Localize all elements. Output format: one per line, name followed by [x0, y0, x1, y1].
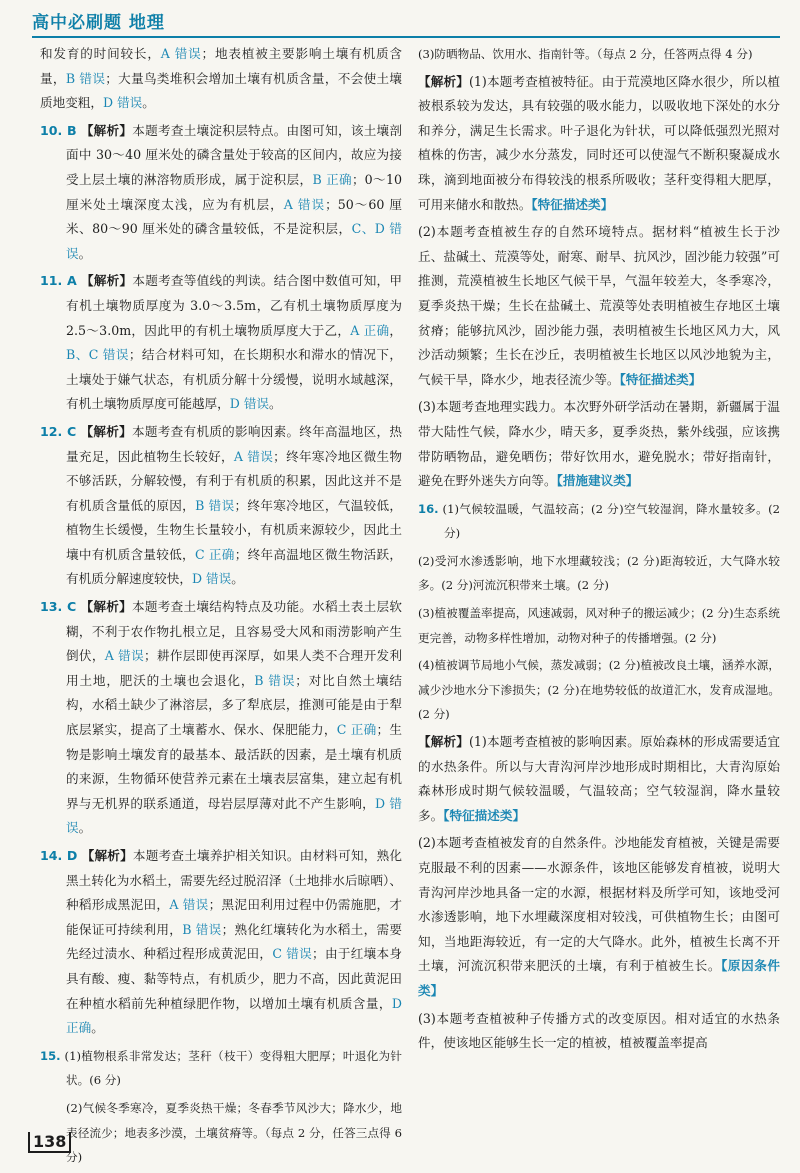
book-title: 高中必刷题 地理 — [32, 12, 165, 33]
page-number: 138 — [28, 1132, 71, 1153]
question-number: 11. A — [40, 273, 77, 289]
question-16-analysis-2: (2)本题考查植被发育的自然条件。沙地能发育植被，关键是需要克服最不利的因素——水源条件，该地区能够发育植被，说明大青沟河岸沙地具备一定的水源，根据材料及所学可知，该地受河水渗透影响，地下水埋藏深度相对较浅，可供植物生长；由图可知，当地距海较近，有一定的大气降水。此外，植被生长离不开土壤，河流沉积带来肥沃的土壤，有利于植被生长。【原因条件类】 — [418, 835, 781, 998]
right-column — [418, 42, 780, 1059]
category-tag: 【特征描述类】 — [619, 371, 702, 387]
question-15-answer-3: (3)防晒物品、饮用水、指南针等。（每点 2 分，任答两点得 4 分) — [418, 47, 753, 61]
category-tag: 【特征描述类】 — [531, 196, 614, 212]
question-15-analysis-3: (3)本题考查地理实践力。本次野外研学活动在暑期，新疆属于温带大陆性气候，降水少，晴天多，夏季炎热，紫外线强，应该携带防晒物品，避免晒伤；带好饮用水，避免脱水；带好指南针，避免在野外迷失方向等。【措施建议类】 — [418, 399, 780, 489]
left-column — [40, 42, 402, 1173]
question-13-answer: 13. C 【解析】本题考查土壤结构特点及功能。水稻土表土层软糊，不利于农作物扎根立足，且容易受大风和雨涝影响产生倒伏，A 错误；耕作层即使再深厚，如果人类不合理开发利用土地，肥沃的土壤也会退化，B 错误；对比自然土壤结构，水稻土缺少了淋溶层，多了犁底层，推测可能是由于犁底层紧实，提高了土壤蓄水、保水、保肥能力，C 正确；生物是影响土壤发育的最基本、最活跃的因素，是土壤有机质的来源，生物循环使营养元素在土壤表层富集，建立起有机界与无机界的联系通道，母岩层厚薄对此不产生影响，D 错误。 — [40, 599, 403, 836]
intro-paragraph: 和发育的时间较长，A 错误；地表植被主要影响土壤有机质含量，B 错误；大量鸟类堆积会增加土壤有机质含量，不会使土壤质地变粗，D 错误。 — [40, 46, 403, 111]
question-number: 14. D — [40, 848, 78, 863]
question-16-answer-3: (3)植被覆盖率提高，风速减弱，风对种子的搬运减少；(2 分)生态系统更完善，动物多样性增加，动物对种子的传播增强。(2 分) — [418, 606, 780, 645]
header-divider — [32, 36, 780, 38]
question-12-answer: 12. C 【解析】本题考查有机质的影响因素。终年高温地区，热量充足，因此植物生长较好，A 错误；终年寒冷地区微生物不够活跃，分解较慢，有利于有机质的积累，因此这并不是有机质含量低的原因，B 错误；终年寒冷地区，气温较低，植物生长缓慢，生物生长量较小，有机质来源较少，因此土壤中有机质含量较低，C 正确；终年高温地区微生物活跃，有机质分解速度较快，D 错误。 — [40, 423, 403, 587]
question-16-answer-4: (4)植被调节局地小气候，蒸发减弱；(2 分)植被改良土壤，涵养水源，减少沙地水分下渗损失；(2 分)在地势较低的故道汇水，发育成湿地。(2 分) — [418, 658, 780, 722]
question-15-analysis-2: (2)本题考查植被生存的自然环境特点。据材料“植被生长于沙丘、盐碱土、荒漠等处，耐寒、耐旱、抗风沙，固沙能力较强”可推测，荒漠植被生长地区气候干旱，气温年较差大，冬季寒冷，夏季炎热干燥；生长在盐碱土、荒漠等处表明植被生存地区土壤贫瘠；能够抗风沙，固沙能力强，表明植被生长地区风力大，风沙活动频繁；生长在沙丘，表明植被生长地区以风沙地貌为主，气候干旱，降水少，地表径流少等。【特征描述类】 — [418, 224, 780, 387]
question-number: 13. C — [40, 599, 77, 615]
question-16-answer-1: 16. (1)气候较温暖，气温较高；(2 分)空气较湿润，降水量较多。(2 分) — [418, 501, 780, 541]
question-15-answer-2: (2)气候冬季寒冷，夏季炎热干燥；冬春季节风沙大；降水少，地表径流少；地表多沙漠，土壤贫瘠等。（每点 2 分，任答三点得 6 分) — [66, 1100, 402, 1165]
question-16-analysis-1: 【解析】(1)本题考查植被的影响因素。原始森林的形成需要适宜的水热条件。所以与大青沟河岸沙地形成时期相比，大青沟原始森林形成时期气候较温暖，气温较高；空气较湿润，降水量较多。【特征描述类】 — [418, 734, 781, 823]
question-number: 15. — [40, 1048, 61, 1063]
question-15-analysis-1: 【解析】(1)本题考查植被特征。由于荒漠地区降水很少，所以植被根系较为发达，具有较强的吸水能力，以吸收地下深处的水分和养分，满足生长需求。叶子退化为针状，可以降低强烈光照对植株的伤害，减少水分蒸发，同时还可以使湿气不断积聚凝成水珠，滴到地面被分布得较浅的根系所吸收；茎秆变得粗大肥厚，可用来储水和散热。【特征描述类】 — [418, 73, 781, 212]
question-14-answer: 14. D 【解析】本题考查土壤养护相关知识。由材料可知，熟化黑土转化为水稻土，需要先经过脱沼泽（土地排水后晾晒）、种稻形成黑泥田，A 错误；黑泥田利用过程中仍需施肥，才能保证可持续利用，B 错误；熟化红壤转化为水稻土，需要先经过渍水、种稻过程形成黄泥田，C 错误；由于红壤本身具有酸、瘦、黏等特点，有机质少，肥力不高，因此黄泥田在种植水稻前先种植绿肥作物，以增加土壤有机质含量，D 正确。 — [40, 848, 403, 1036]
question-number: 16. — [418, 501, 439, 516]
page-header — [32, 4, 780, 36]
question-10-answer: 10. B 【解析】本题考查土壤淀积层特点。由图可知，该土壤剖面中 30～40 厘米处的磷含量处于较高的区间内，故应为接受上层土壤的淋溶物质形成，属于淀积层，B 正确；0～10 厘米处土壤深度太浅，应为有机层，A 错误；50～60 厘米、80～90 厘米处的磷含量较低，不是淀积层，C、D 错误。 — [40, 122, 403, 261]
question-16-analysis-3: (3)本题考查植被种子传播方式的改变原因。相对适宜的水热条件，使该地区能够生长一定的植被，植被覆盖率提高 — [418, 1010, 780, 1051]
question-number: 10. B — [40, 122, 77, 138]
question-15-answer-1: 15. (1)植物根系非常发达；茎秆（枝干）变得粗大肥厚；叶退化为针状。(6 分) — [40, 1048, 402, 1088]
question-11-answer: 11. A 【解析】本题考查等值线的判读。结合图中数值可知，甲有机土壤物质厚度为 3.0～3.5m，乙有机土壤物质厚度为 2.5～3.0m，因此甲的有机土壤物质厚度大于乙，A 正确，B、C 错误；结合材料可知，在长期积水和滞水的情况下，土壤处于嫌气状态，有机质分解十分缓慢，说明水域越深，有机土壤物质厚度可能越厚，D 错误。 — [40, 273, 403, 412]
category-tag: 【特征描述类】 — [443, 807, 526, 823]
question-16-answer-2: (2)受河水渗透影响，地下水埋藏较浅；(2 分)距海较近，大气降水较多。(2 分)河流沉积带来土壤。(2 分) — [418, 553, 780, 593]
question-number: 12. C — [40, 423, 77, 439]
category-tag: 【原因条件类】 — [418, 958, 781, 998]
category-tag: 【措施建议类】 — [556, 473, 639, 489]
